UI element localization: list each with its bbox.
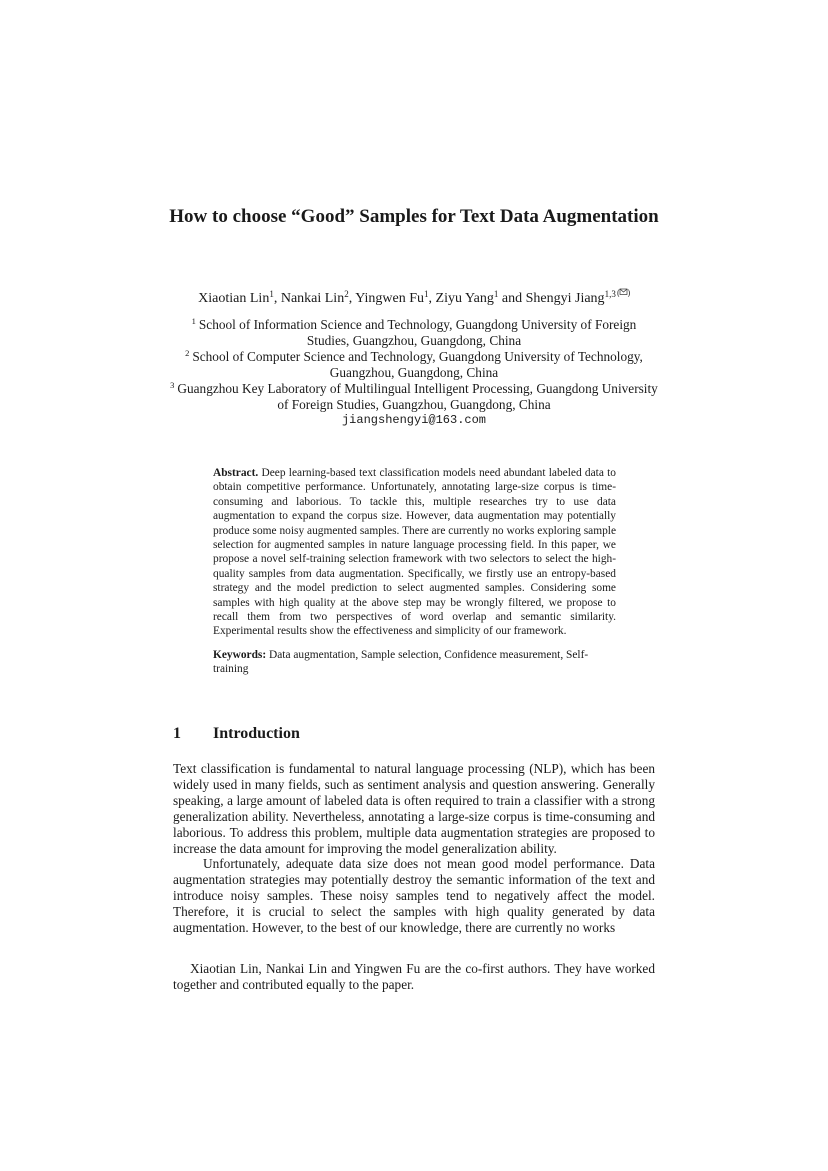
author bbox=[198, 291, 281, 306]
author-name: Xiaotian Lin bbox=[198, 291, 270, 306]
affiliation-number: 1 bbox=[191, 316, 196, 326]
affiliation-number: 2 bbox=[185, 348, 190, 358]
affiliation bbox=[170, 317, 658, 349]
author-separator: , bbox=[273, 291, 281, 306]
abstract-text: Deep learning-based text classification models need abundant labeled data to obtain competitive performance. Unfortunately, annotating large-size corpus is time-consuming and laborious. To tackle this, multiple researches try to use data augmentation to expand the corpus size. However, data augmentation may potentially produce some noisy augmented samples. There are currently no works exploring sample selection for augmented samples in nature language processing field. In this paper, we propose a novel self-training selection framework with two selectors to select the high-quality samples from data augmentation. Specifically, we firstly use an entropy-based strategy and the model prediction to select augmented samples. Considering some samples with high quality at the above step may be wrongly filtered, we propose to recall them from two perspectives of word overlap and semantic similarity. Experimental results show the effectiveness and simplicity of our framework. bbox=[213, 467, 616, 638]
author-affiliation-mark: 2 bbox=[344, 289, 349, 299]
author-list bbox=[120, 285, 708, 308]
author bbox=[436, 291, 526, 306]
svg-text:(: ( bbox=[616, 287, 620, 297]
author-affiliation-mark: 1 bbox=[269, 289, 274, 299]
body-paragraph: Unfortunately, adequate data size does not mean good model performance. Data augmentation strategies may potentially destroy the semantic information of the text and introduce noisy samples. These noisy samples tend to negatively affect the model. Therefore, it is crucial to select the samples with high quality generated by data augmentation. However, to the best of our knowledge, there are currently no works bbox=[173, 856, 655, 936]
author-affiliation-mark: 1,3 bbox=[604, 289, 616, 299]
abstract-label: Abstract. bbox=[213, 467, 259, 479]
author-name: Shengyi Jiang bbox=[525, 291, 605, 306]
author-name: Yingwen Fu bbox=[355, 291, 425, 306]
affiliation-text: School of Information Science and Technology, Guangdong University of Foreign Studies, Guangzhou, Guangdong, China bbox=[198, 317, 637, 348]
author bbox=[355, 291, 435, 306]
paper-title: How to choose “Good” Samples for Text Data Augmentation bbox=[169, 206, 659, 227]
section-title: Introduction bbox=[213, 725, 300, 742]
affiliation-number: 3 bbox=[170, 380, 175, 390]
author-affiliation-mark: 1 bbox=[493, 289, 499, 299]
author-separator: and bbox=[498, 291, 526, 306]
abstract-block bbox=[213, 466, 616, 677]
envelope-icon bbox=[617, 285, 630, 303]
section-heading bbox=[173, 724, 300, 744]
affiliation-list bbox=[170, 317, 658, 427]
author-name: Nankai Lin bbox=[280, 291, 345, 306]
footnote-text: Xiaotian Lin, Nankai Lin and Yingwen Fu are the co-first authors. They have worked together and contributed equally to the paper. bbox=[173, 961, 655, 992]
keywords-paragraph bbox=[213, 648, 616, 677]
keywords-text: Data augmentation, Sample selection, Confidence measurement, Self-training bbox=[213, 648, 589, 676]
author bbox=[526, 291, 616, 306]
author-separator: , bbox=[348, 291, 356, 306]
body-text bbox=[173, 761, 655, 936]
affiliation bbox=[170, 349, 658, 381]
footnote bbox=[173, 961, 655, 993]
author-affiliation-mark: 1 bbox=[424, 289, 429, 299]
contact-email: jiangshengyi@163.com bbox=[341, 413, 487, 427]
section-number: 1 bbox=[173, 725, 181, 742]
author-name: Ziyu Yang bbox=[435, 291, 494, 306]
keywords-label: Keywords: bbox=[213, 648, 267, 661]
affiliation-text: Guangzhou Key Laboratory of Multilingual Intelligent Processing, Guangdong University of Foreign Studies, Guangzhou, Guangdong, China bbox=[177, 381, 658, 412]
affiliation-text: School of Computer Science and Technology, Guangdong University of Technology, Guangzhou, Guangdong, China bbox=[192, 349, 643, 380]
affiliation bbox=[170, 381, 658, 413]
author-separator: , bbox=[428, 291, 436, 306]
svg-text:): ) bbox=[627, 287, 630, 297]
body-paragraph: Text classification is fundamental to natural language processing (NLP), which has been widely used in many fields, such as sentiment analysis and question answering. Generally speaking, a large amount of labeled data is often required to train a classifier with a strong generalization ability. Nevertheless, annotating a large-size corpus is time-consuming and laborious. To address this problem, multiple data augmentation strategies are proposed to increase the data amount for improving the model generalization ability. bbox=[173, 761, 655, 856]
abstract-paragraph bbox=[213, 466, 616, 639]
author bbox=[281, 291, 355, 306]
